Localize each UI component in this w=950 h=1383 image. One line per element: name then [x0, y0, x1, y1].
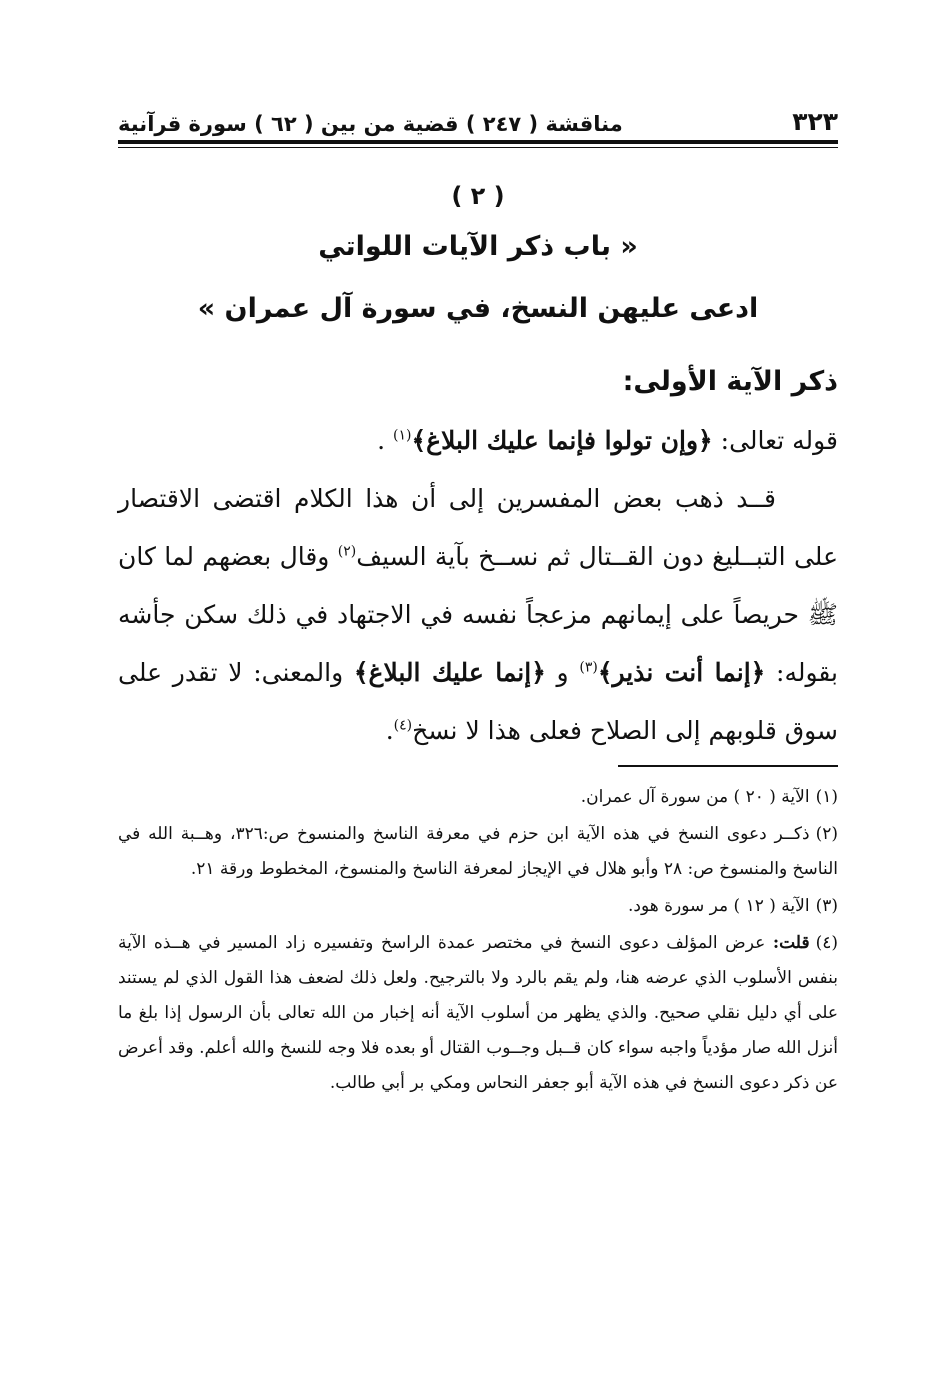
- footnote-lead: قلت:: [772, 933, 810, 953]
- conjunction: و: [545, 658, 580, 687]
- footnote-ref-3[interactable]: (٣): [579, 659, 598, 676]
- footnote-ref-2[interactable]: (٢): [337, 543, 357, 560]
- footnote-ref-4[interactable]: (٤): [393, 717, 413, 734]
- footnote-separator: [618, 765, 838, 767]
- verse-subheading: ذكر الآية الأولى:: [622, 366, 838, 397]
- footnote-text: الآية ( ٢٠ ) من سورة آل عمران.: [580, 787, 810, 807]
- header-rule-thick: [118, 140, 838, 144]
- chapter-title-line-1: « باب ذكر الآيات اللواتي: [318, 231, 638, 262]
- footnote-marker: (٣): [815, 896, 838, 916]
- footnote-text: عرض المؤلف دعوى النسخ في مختصر عمدة الراسخ وتفسيره زاد المسير في هــذه الآية بنفس الأسلوب الذي عرضه هنا، ولم يقم بالرد ولا بالترجيح. ولعل ذلك لضعف هذا القول الذي لم يستند على أي دليل نقلي صحيح. والذي يظهر من أسلوب الآية أنه إخبار من الله تعالى بأن الرسول إذا بلغ ما أنزل الله صار مؤدياً واجبه سواء كان قــبل وجــوب القتال أو بعده فلا وجه للنسخ والله أعلم. وقد أعرض عن ذكر دعوى النسخ في هذه الآية أبو جعفر النحاس ومكي بر أبي طالب.: [118, 933, 838, 1093]
- quran-verse-3: ﴿إنما عليك البلاغ﴾: [353, 658, 546, 687]
- quran-verse: ﴿وإن تولوا فإنما عليك البلاغ﴾: [411, 426, 713, 455]
- footnote-marker: (٤): [815, 933, 838, 953]
- paragraph-text-a: قــد ذهب بعض المفسرين إلى أن هذا الكلام اقتضى الاقتصار على التبــليغ دون القــتال ثم نســخ بآية السيف: [118, 484, 838, 571]
- running-header: [118, 92, 838, 136]
- footnotes: [118, 780, 838, 1103]
- verse-end: .: [377, 426, 394, 455]
- quran-verse-2: ﴿إنما أنت نذير﴾: [597, 658, 766, 687]
- paragraph-end: .: [385, 716, 394, 745]
- page-number: ٣٢٣: [792, 107, 838, 136]
- paragraph-text-b: وقال بعضهم لما كان ﷺ حريصاً على إيمانهم مزعجاً نفسه في الاجتهاد في ذلك سكن جأشه بقوله:: [118, 542, 838, 687]
- chapter-title-line-2: ادعى عليهن النسخ، في سورة آل عمران »: [197, 293, 759, 324]
- running-title: مناقشة ( ٢٤٧ ) قضية من بين ( ٦٢ ) سورة قرآنية: [118, 112, 623, 136]
- paragraph-text-c: والمعنى: لا تقدر على سوق قلوبهم إلى الصلاح فعلى هذا لا نسخ: [118, 658, 838, 745]
- footnote-2: [118, 817, 838, 887]
- footnote-marker: (١): [815, 787, 838, 807]
- chapter-heading: [118, 176, 838, 340]
- footnote-ref-1[interactable]: (١): [393, 427, 412, 444]
- footnote-4: [118, 926, 838, 1101]
- verse-line: [118, 412, 838, 470]
- verse-intro: قوله تعالى:: [712, 426, 838, 455]
- footnote-1: [118, 780, 838, 815]
- footnote-text: ذكــر دعوى النسخ في هذه الآية ابن حزم في معرفة الناسخ والمنسوخ ص:٣٢٦، وهــبة الله في الناسخ والمنسوخ ص: ٢٨ وأبو هلال في الإيجاز لمعرفة الناسخ والمنسوخ، المخطوط ورقة ٢١.: [118, 824, 838, 879]
- footnote-text: الآية ( ١٢ ) مر سورة هود.: [627, 896, 810, 916]
- header-rule-thin: [118, 147, 838, 148]
- footnote-marker: (٢): [815, 824, 838, 844]
- commentary-paragraph: [118, 470, 838, 760]
- footnote-3: [118, 889, 838, 924]
- main-text: [118, 356, 838, 760]
- section-number: ( ٢ ): [451, 182, 505, 210]
